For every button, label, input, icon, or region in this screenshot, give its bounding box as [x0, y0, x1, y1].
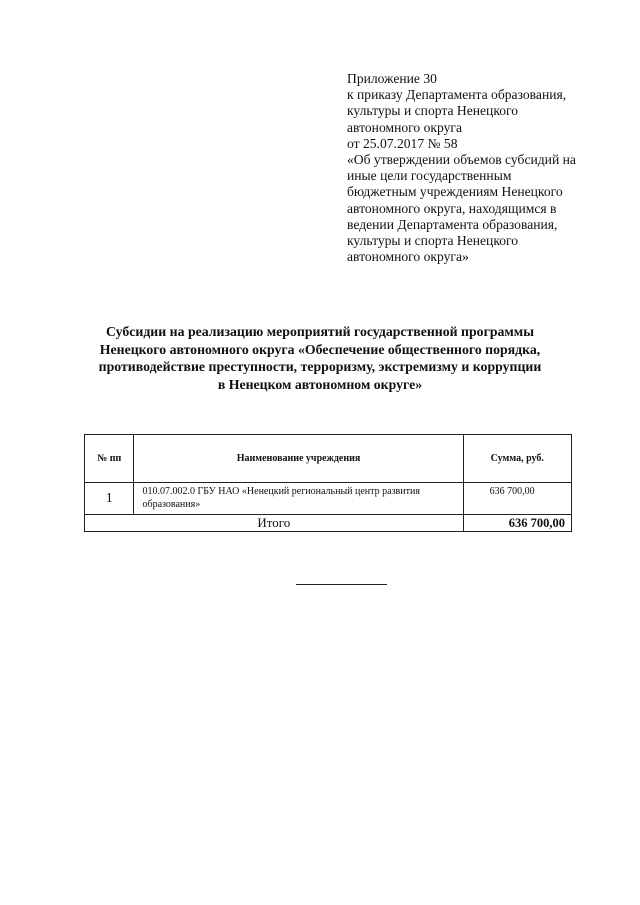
closing-rule — [296, 584, 387, 585]
header-number: № пп — [85, 435, 134, 483]
appendix-line: к приказу Департамента образования, — [347, 87, 567, 103]
appendix-line: иные цели государственным — [347, 168, 512, 184]
row-name: 010.07.002.0 ГБУ НАО «Ненецкий региональный центр развития образования» — [134, 483, 463, 515]
appendix-line: ведении Департамента образования, — [347, 216, 558, 232]
total-sum: 636 700,00 — [463, 515, 571, 532]
header-name: Наименование учреждения — [134, 435, 463, 483]
appendix-line: культуры и спорта Ненецкого — [347, 103, 519, 119]
row-number: 1 — [85, 483, 134, 515]
document-title — [60, 323, 580, 393]
table-row — [85, 483, 572, 515]
appendix-line: автономного округа, находящимся в — [347, 200, 557, 216]
appendix-line: «Об утверждении объемов субсидий на — [347, 152, 576, 168]
subsidy-table — [84, 434, 572, 532]
appendix-line: культуры и спорта Ненецкого — [347, 233, 519, 249]
table-total-row — [85, 515, 572, 532]
appendix-line: автономного округа — [347, 119, 463, 135]
appendix-line: бюджетным учреждениям Ненецкого — [347, 184, 563, 200]
appendix-header — [347, 71, 597, 265]
title-line: Субсидии на реализацию мероприятий государственной программы — [106, 324, 534, 339]
appendix-line: Приложение 30 — [347, 71, 437, 86]
total-label: Итого — [85, 515, 464, 532]
table-header-row — [85, 435, 572, 483]
title-line: в Ненецком автономном округе» — [217, 376, 423, 392]
row-sum: 636 700,00 — [463, 483, 571, 515]
appendix-line: от 25.07.2017 № 58 — [347, 135, 458, 151]
header-sum: Сумма, руб. — [463, 435, 571, 483]
title-line: Ненецкого автономного округа «Обеспечение общественного порядка, — [99, 341, 541, 357]
appendix-line: автономного округа» — [347, 249, 469, 265]
title-line: противодействие преступности, терроризму, экстремизму и коррупции — [98, 359, 542, 374]
